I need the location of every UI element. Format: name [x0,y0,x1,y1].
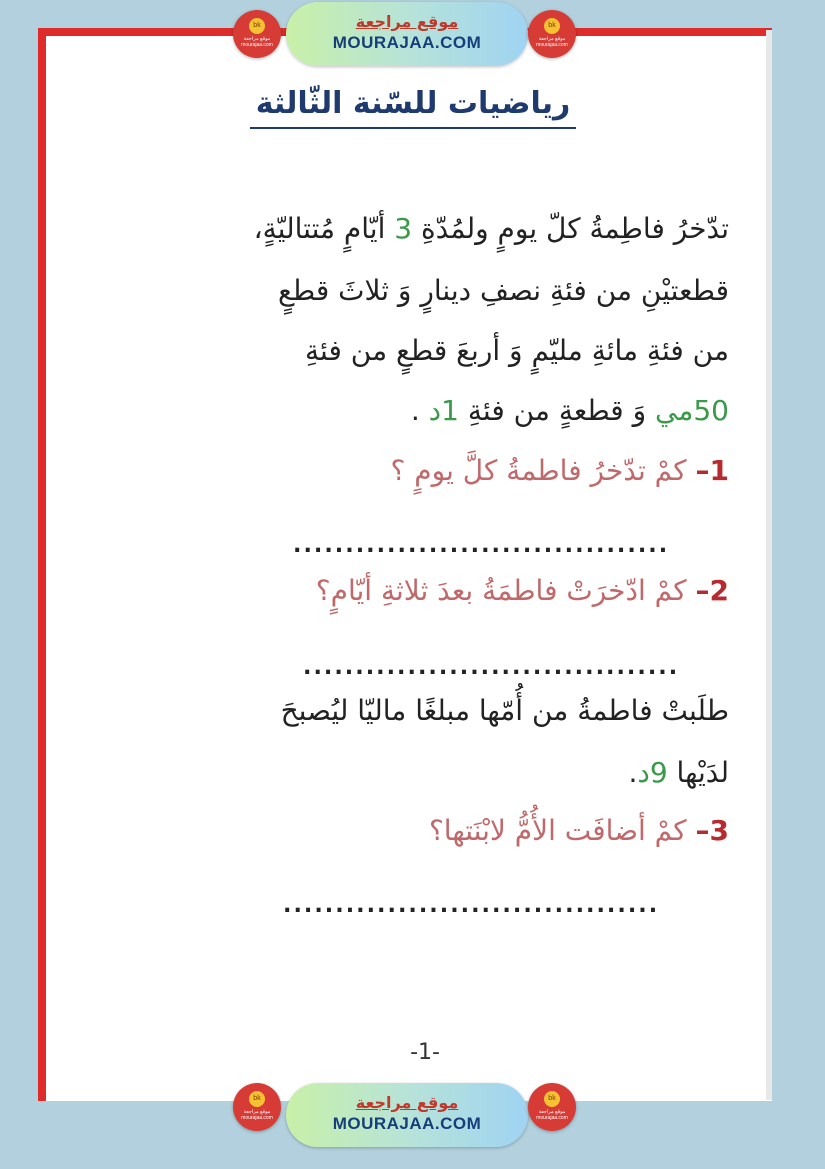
question-2 [316,574,729,607]
question-text: كمْ ادّخرَتْ فاطمَةُ بعدَ ثلاثةِ أيّامٍ؟ [315,574,696,607]
mourajaa-logo-icon: bk موقع مراجعة mourajaa.com [528,10,576,58]
question-3 [429,814,729,847]
question-number: 2– [695,574,729,607]
problem1-line2: قطعتيْنِ من فئةِ نصفِ دينارٍ وَ ثلاثَ قطعٍ [278,274,729,307]
logo-text: موقع مراجعة mourajaa.com [241,1109,273,1121]
answer-line-1[interactable]: .................................... [290,530,667,558]
mourajaa-logo-icon: bk موقع مراجعة mourajaa.com [528,1083,576,1131]
banner-site-text: MOURAJAA.COM [332,1114,482,1133]
mourajaa-logo-icon: bk موقع مراجعة mourajaa.com [233,10,281,58]
number-one: 1 [441,394,459,427]
problem1-line4: 50مي وَ قطعةٍ من فئةِ 1د . [410,394,729,427]
question-1 [391,454,730,487]
answer-line-2[interactable]: .................................... [300,652,677,680]
site-banner-top[interactable] [286,2,528,66]
logo-text: موقع مراجعة mourajaa.com [536,1109,568,1121]
answer-line-3[interactable]: .................................... [280,890,657,918]
mourajaa-logo-icon: bk موقع مراجعة mourajaa.com [233,1083,281,1131]
problem2-line1: طلَبتْ فاطمةُ من أُمّها مبلغًا ماليّا ليُصبحَ [280,694,729,727]
problem2-line2: لدَيْها 9د. [628,756,729,789]
question-number: 3– [695,814,729,847]
page-number: -1- [410,1040,440,1065]
number-three: 3 [394,212,413,245]
page-edge [766,30,772,1100]
worksheet-page [38,28,772,1101]
question-number: 1– [695,454,729,487]
site-banner-bottom[interactable] [286,1083,528,1147]
logo-text: موقع مراجعة mourajaa.com [536,36,568,48]
problem1-line1: تدّخرُ فاطِمةُ كلّ يومٍ ولمُدّةِ 3 أيّامٍ مُتتاليّةٍ، [253,212,729,245]
banner-site-text: MOURAJAA.COM [332,33,482,52]
question-text: كمْ أضافَت الأُمُّ لابْنَتها؟ [428,814,696,847]
logo-text: موقع مراجعة mourajaa.com [241,36,273,48]
page-title: رياضيات للسّنة الثّالثة [250,86,576,129]
number-nine: 9 [649,756,668,789]
number-fifty: 50 [693,394,729,427]
banner-arabic-text: موقع مراجعة [355,12,459,31]
question-text: كمْ تدّخرُ فاطمةُ كلَّ يومٍ ؟ [390,454,696,487]
problem1-line3: من فئةِ مائةِ مليّمٍ وَ أربعَ قطعٍ من فئةِ [305,334,729,367]
banner-arabic-text: موقع مراجعة [355,1093,459,1112]
